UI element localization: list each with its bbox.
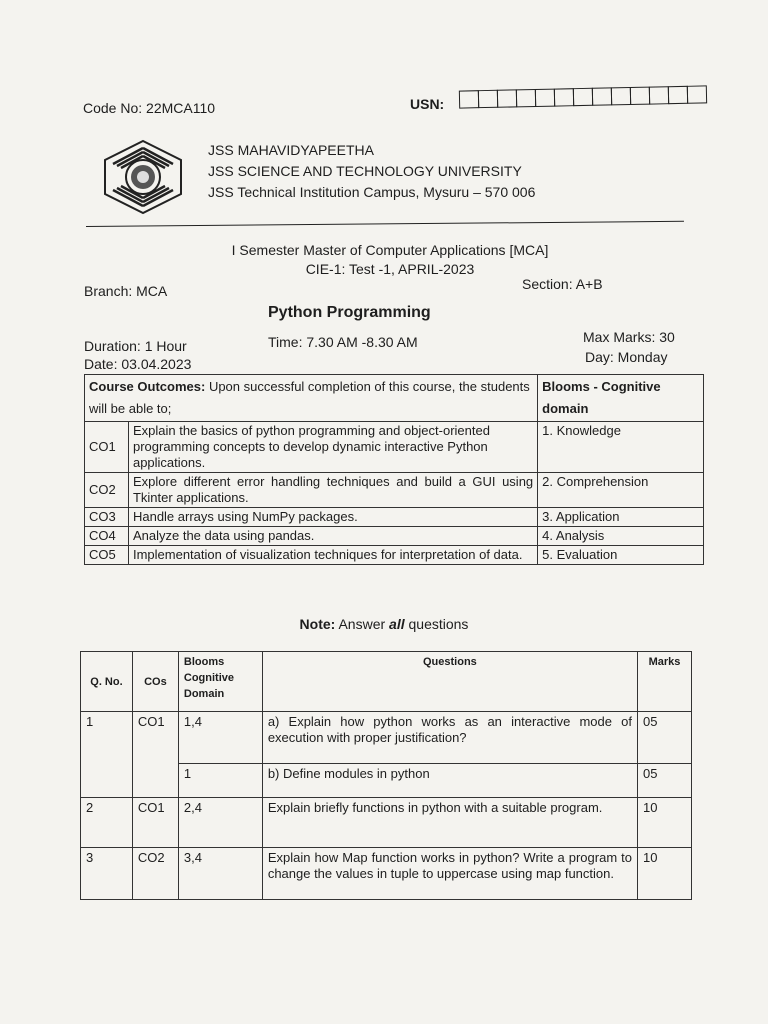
co-text: Handle arrays using NumPy packages. [128, 508, 537, 527]
table-row [81, 848, 692, 900]
question-text: Explain briefly functions in python with a suitable program. [262, 798, 637, 848]
course-outcomes-table [84, 374, 704, 565]
outcomes-header-bold: Course Outcomes: [89, 379, 206, 394]
usn-digit-box [535, 89, 555, 107]
question-co: CO2 [132, 848, 178, 900]
co-text: Explore different error handling techniques and build a GUI using Tkinter applications. [128, 473, 537, 508]
blooms-domain-header: Blooms Cognitive Domain [178, 652, 262, 712]
usn-digit-box [649, 86, 669, 104]
university-line-3: JSS Technical Institution Campus, Mysuru – 570 006 [208, 184, 536, 200]
note-middle: Answer [338, 616, 386, 632]
duration: Duration: 1 Hour [84, 338, 187, 354]
question-co: CO1 [132, 798, 178, 848]
co-bloom: 5. Evaluation [538, 546, 704, 565]
usn-digit-box [478, 90, 498, 108]
usn-digit-box [573, 88, 593, 106]
question-marks: 10 [637, 848, 691, 900]
co-text: Analyze the data using pandas. [128, 527, 537, 546]
university-block [208, 140, 535, 203]
cos-header: COs [132, 652, 178, 712]
semester-title: I Semester Master of Computer Applications [MCA] [231, 242, 549, 258]
university-line-2: JSS SCIENCE AND TECHNOLOGY UNIVERSITY [208, 163, 522, 179]
usn-digit-box [497, 89, 517, 107]
note-prefix: Note: [299, 616, 336, 632]
co-bloom: 1. Knowledge [538, 422, 704, 473]
co-id: CO2 [85, 473, 129, 508]
table-row [81, 712, 692, 764]
questions-header: Questions [262, 652, 637, 712]
usn-digit-box [668, 86, 688, 104]
branch: Branch: MCA [84, 283, 168, 299]
usn-digit-box [459, 90, 479, 108]
note-suffix: questions [408, 616, 469, 632]
co-id: CO5 [85, 546, 129, 565]
table-row [81, 798, 692, 848]
table-row [85, 422, 704, 473]
question-blooms: 3,4 [178, 848, 262, 900]
co-id: CO1 [85, 422, 129, 473]
questions-table [80, 651, 692, 900]
question-blooms: 1 [178, 764, 262, 798]
table-row [85, 546, 704, 565]
question-blooms: 2,4 [178, 798, 262, 848]
question-marks: 05 [637, 764, 691, 798]
table-header-row [81, 652, 692, 712]
question-co: CO1 [132, 712, 178, 798]
university-logo-icon [97, 138, 189, 216]
usn-label: USN: [410, 96, 445, 112]
co-text: Explain the basics of python programming and object-oriented programming concepts to develop dynamic interactive Python applications. [128, 422, 537, 473]
outcomes-header-text: Upon successful completion of this course, the students will be able to; [89, 379, 530, 416]
question-text: b) Define modules in python [262, 764, 637, 798]
question-marks: 10 [637, 798, 691, 848]
test-title: CIE-1: Test -1, APRIL-2023 [305, 261, 475, 277]
usn-digit-box [687, 85, 707, 103]
table-row [85, 508, 704, 527]
exam-time: Time: 7.30 AM -8.30 AM [268, 334, 418, 350]
section: Section: A+B [522, 276, 603, 292]
subject-title: Python Programming [268, 304, 431, 321]
usn-digit-box [554, 88, 574, 106]
question-number: 3 [81, 848, 133, 900]
usn-boxes [459, 85, 706, 108]
usn-digit-box [592, 87, 612, 105]
table-header-row [85, 375, 704, 422]
note-emphasis: all [389, 616, 405, 632]
header-divider [86, 221, 684, 227]
co-bloom: 4. Analysis [538, 527, 704, 546]
co-bloom: 2. Comprehension [538, 473, 704, 508]
co-id: CO4 [85, 527, 129, 546]
university-line-1: JSS MAHAVIDYAPEETHA [208, 142, 374, 158]
question-blooms: 1,4 [178, 712, 262, 764]
question-number: 2 [81, 798, 133, 848]
usn-digit-box [611, 87, 631, 105]
question-text: Explain how Map function works in python? Write a program to change the values in tuple to uppercase using map function. [262, 848, 637, 900]
exam-date: Date: 03.04.2023 [84, 356, 192, 372]
co-text: Implementation of visualization techniques for interpretation of data. [128, 546, 537, 565]
exam-day: Day: Monday [585, 349, 668, 365]
usn-digit-box [630, 87, 650, 105]
max-marks: Max Marks: 30 [583, 329, 675, 345]
note [0, 616, 768, 632]
table-row [85, 473, 704, 508]
question-marks: 05 [637, 712, 691, 764]
question-number: 1 [81, 712, 133, 798]
table-row [85, 527, 704, 546]
usn-digit-box [516, 89, 536, 107]
qno-header: Q. No. [81, 652, 133, 712]
co-id: CO3 [85, 508, 129, 527]
blooms-header: Blooms - Cognitive domain [538, 375, 704, 422]
co-bloom: 3. Application [538, 508, 704, 527]
marks-header: Marks [637, 652, 691, 712]
question-text: a) Explain how python works as an interactive mode of execution with proper justification? [262, 712, 637, 764]
code-number: Code No: 22MCA110 [83, 100, 216, 116]
outcomes-header [85, 375, 538, 422]
